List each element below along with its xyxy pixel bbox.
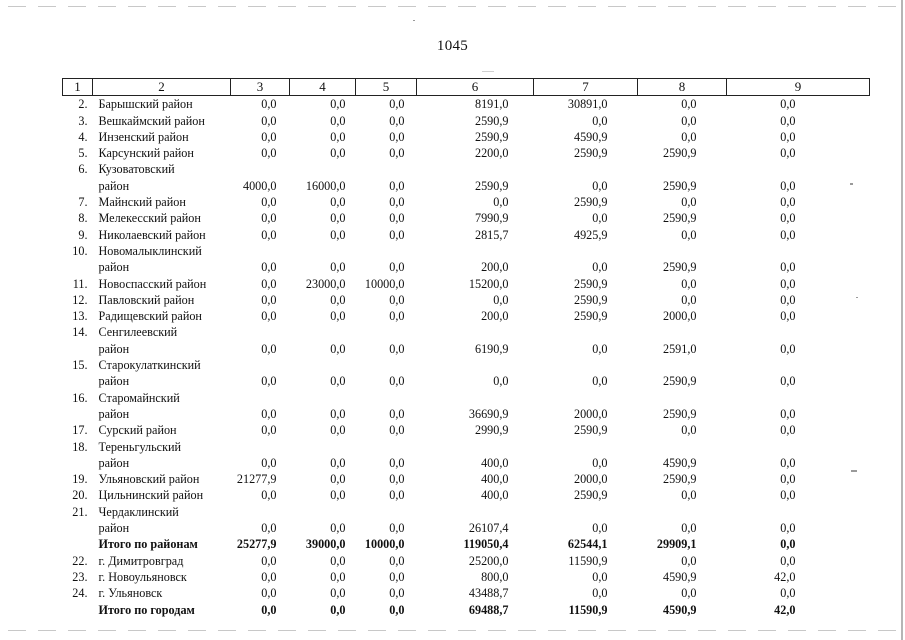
- row-number: [63, 602, 93, 618]
- table-row-continuation: [63, 178, 870, 194]
- value-cell: 43488,7: [468, 586, 509, 601]
- value-cell: 0,0: [681, 488, 697, 503]
- scan-edge: [901, 0, 903, 640]
- table-row: [63, 439, 870, 455]
- value-cell: 0,0: [261, 406, 277, 421]
- total-value-cell: 0,0: [261, 602, 277, 617]
- row-name-continuation: район: [98, 178, 130, 193]
- value-cell: 0,0: [493, 374, 509, 389]
- value-cell: 0,0: [592, 374, 608, 389]
- row-name: г. Ульяновск: [98, 586, 163, 601]
- value-cell: 0,0: [592, 178, 608, 193]
- scan-speck: [413, 20, 415, 21]
- value-cell: 0,0: [681, 195, 697, 210]
- value-cell: 2590,9: [573, 292, 608, 307]
- value-cell: 0,0: [261, 227, 277, 242]
- value-cell: 0,0: [681, 129, 697, 144]
- row-number: 5.: [78, 146, 88, 161]
- value-cell: 0,0: [330, 97, 346, 112]
- value-cell: 0,0: [592, 521, 608, 536]
- table-row: [63, 471, 870, 487]
- value-cell: 0,0: [261, 146, 277, 161]
- value-cell: 0,0: [389, 129, 405, 144]
- table-row: [63, 243, 870, 259]
- value-cell: 0,0: [330, 292, 346, 307]
- table-row-continuation: [63, 259, 870, 275]
- value-cell: 0,0: [389, 374, 405, 389]
- value-cell: 0,0: [493, 292, 509, 307]
- row-number: 15.: [72, 358, 88, 373]
- value-cell: 0,0: [592, 569, 608, 584]
- row-name: Сенгилеевский: [98, 325, 178, 340]
- value-cell: 0,0: [330, 260, 346, 275]
- table-row: [63, 308, 870, 324]
- value-cell: 26107,4: [468, 521, 509, 536]
- value-cell: 0,0: [330, 195, 346, 210]
- table-row: [63, 276, 870, 292]
- scan-artifact-top: [8, 6, 896, 7]
- row-number: 16.: [72, 390, 88, 405]
- row-number: 12.: [72, 292, 88, 307]
- column-number-header: [63, 79, 870, 96]
- row-number: 11.: [72, 276, 88, 291]
- value-cell: 0,0: [330, 129, 346, 144]
- row-name: Старомайнский: [98, 390, 180, 405]
- table-row: [63, 161, 870, 177]
- value-cell: 0,0: [681, 521, 697, 536]
- value-cell: 0,0: [389, 97, 405, 112]
- value-cell: 0,0: [261, 292, 277, 307]
- value-cell: 2200,0: [474, 146, 509, 161]
- row-name: Радищевский район: [98, 309, 202, 324]
- value-cell: 2591,0: [662, 341, 697, 356]
- value-cell: 2590,9: [662, 374, 697, 389]
- value-cell: 0,0: [261, 423, 277, 438]
- value-cell: 2590,9: [662, 211, 697, 226]
- total-value-cell: 62544,1: [567, 537, 608, 552]
- value-cell: 0,0: [780, 472, 796, 487]
- value-cell: 0,0: [780, 211, 796, 226]
- value-cell: 2590,9: [662, 146, 697, 161]
- total-value-cell: 29909,1: [656, 537, 697, 552]
- value-cell: 0,0: [261, 521, 277, 536]
- value-cell: 0,0: [330, 586, 346, 601]
- table-body: [63, 96, 870, 618]
- value-cell: 0,0: [261, 553, 277, 568]
- scan-speck: [482, 71, 494, 72]
- value-cell: 0,0: [330, 406, 346, 421]
- table-row: [63, 194, 870, 210]
- value-cell: 0,0: [780, 129, 796, 144]
- value-cell: 0,0: [330, 146, 346, 161]
- value-cell: 0,0: [330, 227, 346, 242]
- column-header: 2: [93, 79, 231, 96]
- value-cell: 2590,9: [573, 309, 608, 324]
- row-name: г. Новоульяновск: [98, 569, 187, 584]
- value-cell: 2000,0: [573, 472, 608, 487]
- row-number: 7.: [78, 195, 88, 210]
- value-cell: 0,0: [330, 472, 346, 487]
- value-cell: 0,0: [493, 195, 509, 210]
- value-cell: 0,0: [681, 276, 697, 291]
- value-cell: 0,0: [389, 292, 405, 307]
- value-cell: 0,0: [780, 586, 796, 601]
- value-cell: 0,0: [780, 455, 796, 470]
- total-value-cell: 11590,9: [568, 602, 608, 617]
- table-row: [63, 390, 870, 406]
- total-row: [63, 536, 870, 552]
- value-cell: 4590,9: [662, 455, 697, 470]
- value-cell: 0,0: [780, 406, 796, 421]
- value-cell: 0,0: [330, 309, 346, 324]
- table-row: [63, 585, 870, 601]
- value-cell: 200,0: [481, 260, 509, 275]
- row-number: 9.: [78, 227, 88, 242]
- row-name: Тереньгульский: [98, 439, 182, 454]
- column-header: 8: [638, 79, 727, 96]
- value-cell: 0,0: [592, 113, 608, 128]
- total-value-cell: 119050,4: [463, 537, 509, 552]
- value-cell: 2000,0: [573, 406, 608, 421]
- value-cell: 2590,9: [662, 406, 697, 421]
- value-cell: 0,0: [389, 406, 405, 421]
- scan-artifact-bottom: [8, 630, 896, 631]
- total-value-cell: 42,0: [774, 602, 796, 617]
- value-cell: 0,0: [261, 341, 277, 356]
- value-cell: 0,0: [389, 423, 405, 438]
- value-cell: 0,0: [681, 553, 697, 568]
- value-cell: 0,0: [261, 129, 277, 144]
- value-cell: 200,0: [481, 309, 509, 324]
- row-name: Сурский район: [98, 423, 177, 438]
- table-row: [63, 96, 870, 113]
- value-cell: 0,0: [780, 146, 796, 161]
- value-cell: 25200,0: [468, 553, 509, 568]
- value-cell: 0,0: [330, 553, 346, 568]
- table-row-continuation: [63, 520, 870, 536]
- row-name-continuation: район: [98, 455, 130, 470]
- column-header: 1: [63, 79, 93, 96]
- value-cell: 0,0: [389, 113, 405, 128]
- table-row-continuation: [63, 373, 870, 389]
- row-name: Вешкаймский район: [98, 113, 205, 128]
- row-name: Майнский район: [98, 195, 186, 210]
- value-cell: 0,0: [681, 586, 697, 601]
- value-cell: 0,0: [681, 113, 697, 128]
- value-cell: 0,0: [389, 455, 405, 470]
- row-number: 24.: [72, 586, 88, 601]
- value-cell: 0,0: [261, 374, 277, 389]
- value-cell: 2590,9: [474, 129, 509, 144]
- value-cell: 0,0: [330, 521, 346, 536]
- value-cell: 30891,0: [567, 97, 608, 112]
- total-value-cell: 0,0: [389, 602, 405, 617]
- value-cell: 0,0: [330, 341, 346, 356]
- value-cell: 0,0: [330, 374, 346, 389]
- table-row: [63, 227, 870, 243]
- value-cell: 0,0: [389, 146, 405, 161]
- value-cell: 0,0: [261, 586, 277, 601]
- row-name: Барышский район: [98, 97, 193, 112]
- value-cell: 0,0: [681, 97, 697, 112]
- value-cell: 0,0: [780, 178, 796, 193]
- total-value-cell: 39000,0: [305, 537, 346, 552]
- value-cell: 8191,0: [474, 97, 509, 112]
- column-header: 7: [534, 79, 638, 96]
- row-number: 13.: [72, 309, 88, 324]
- value-cell: 4000,0: [242, 178, 277, 193]
- value-cell: 400,0: [481, 455, 509, 470]
- value-cell: 0,0: [261, 455, 277, 470]
- column-header: 9: [727, 79, 870, 96]
- total-value-cell: 25277,9: [236, 537, 277, 552]
- row-number: 8.: [78, 211, 88, 226]
- value-cell: 0,0: [261, 97, 277, 112]
- row-number: 2.: [78, 97, 88, 112]
- value-cell: 0,0: [330, 488, 346, 503]
- row-name: Цильнинский район: [98, 488, 204, 503]
- table-row: [63, 113, 870, 129]
- column-header: 3: [231, 79, 290, 96]
- value-cell: 0,0: [261, 260, 277, 275]
- total-label: Итого по городам: [98, 602, 195, 617]
- row-number: 3.: [78, 113, 88, 128]
- value-cell: 2590,9: [573, 195, 608, 210]
- value-cell: 2590,9: [662, 472, 697, 487]
- table-row-continuation: [63, 406, 870, 422]
- value-cell: 4590,9: [662, 569, 697, 584]
- value-cell: 0,0: [780, 553, 796, 568]
- value-cell: 0,0: [780, 260, 796, 275]
- value-cell: 0,0: [261, 113, 277, 128]
- total-value-cell: 0,0: [780, 537, 796, 552]
- row-name: Николаевский район: [98, 227, 206, 242]
- value-cell: 2000,0: [662, 309, 697, 324]
- value-cell: 0,0: [780, 341, 796, 356]
- row-name: Старокулаткинский: [98, 358, 201, 373]
- value-cell: 15200,0: [468, 276, 509, 291]
- total-row: [63, 602, 870, 618]
- value-cell: 2990,9: [474, 423, 509, 438]
- value-cell: 0,0: [592, 211, 608, 226]
- value-cell: 0,0: [780, 374, 796, 389]
- value-cell: 0,0: [261, 276, 277, 291]
- row-name: Чердаклинский: [98, 504, 179, 519]
- table-row: [63, 422, 870, 438]
- value-cell: 0,0: [592, 586, 608, 601]
- value-cell: 2590,9: [662, 178, 697, 193]
- value-cell: 0,0: [681, 227, 697, 242]
- value-cell: 0,0: [389, 488, 405, 503]
- row-name: Новомалыклинский: [98, 243, 202, 258]
- row-name-continuation: район: [98, 260, 130, 275]
- row-name: Кузоватовский: [98, 162, 175, 177]
- value-cell: 0,0: [389, 472, 405, 487]
- value-cell: 2815,7: [474, 227, 509, 242]
- table-row: [63, 292, 870, 308]
- value-cell: 800,0: [481, 569, 509, 584]
- value-cell: 0,0: [261, 569, 277, 584]
- value-cell: 0,0: [681, 292, 697, 307]
- table-row: [63, 129, 870, 145]
- value-cell: 2590,9: [573, 423, 608, 438]
- value-cell: 21277,9: [236, 472, 277, 487]
- total-label: Итого по районам: [98, 537, 198, 552]
- value-cell: 0,0: [330, 569, 346, 584]
- value-cell: 400,0: [481, 488, 509, 503]
- row-number: 21.: [72, 504, 88, 519]
- value-cell: 0,0: [261, 309, 277, 324]
- value-cell: 7990,9: [474, 211, 509, 226]
- row-name-continuation: район: [98, 341, 130, 356]
- value-cell: 2590,9: [573, 146, 608, 161]
- value-cell: 0,0: [780, 97, 796, 112]
- value-cell: 42,0: [774, 569, 796, 584]
- row-number: 23.: [72, 569, 88, 584]
- column-header: 5: [356, 79, 417, 96]
- value-cell: 0,0: [389, 341, 405, 356]
- value-cell: 0,0: [780, 488, 796, 503]
- value-cell: 23000,0: [305, 276, 346, 291]
- row-name: Павловский район: [98, 292, 195, 307]
- value-cell: 0,0: [389, 260, 405, 275]
- value-cell: 2590,9: [474, 113, 509, 128]
- row-number: 20.: [72, 488, 88, 503]
- value-cell: 0,0: [389, 553, 405, 568]
- row-name: Ульяновский район: [98, 472, 200, 487]
- row-name-continuation: район: [98, 521, 130, 536]
- value-cell: 4925,9: [573, 227, 608, 242]
- total-value-cell: 69488,7: [468, 602, 509, 617]
- row-number: 18.: [72, 439, 88, 454]
- row-number: 6.: [78, 162, 88, 177]
- value-cell: 10000,0: [364, 276, 405, 291]
- value-cell: 0,0: [389, 178, 405, 193]
- value-cell: 0,0: [389, 227, 405, 242]
- value-cell: 0,0: [780, 227, 796, 242]
- value-cell: 0,0: [780, 292, 796, 307]
- row-number: 17.: [72, 423, 88, 438]
- table-row: [63, 487, 870, 503]
- report-table: [62, 78, 870, 618]
- table-row: [63, 569, 870, 585]
- table-row: [63, 145, 870, 161]
- total-value-cell: 4590,9: [662, 602, 697, 617]
- page-number: 1045: [436, 38, 469, 54]
- total-value-cell: 0,0: [330, 602, 346, 617]
- row-name-continuation: район: [98, 406, 130, 421]
- row-number: 19.: [72, 472, 88, 487]
- table-row-continuation: [63, 455, 870, 471]
- value-cell: 16000,0: [305, 178, 346, 193]
- value-cell: 0,0: [389, 521, 405, 536]
- value-cell: 0,0: [330, 211, 346, 226]
- table-row: [63, 324, 870, 340]
- value-cell: 0,0: [389, 569, 405, 584]
- value-cell: 0,0: [330, 423, 346, 438]
- value-cell: 0,0: [330, 113, 346, 128]
- table-row: [63, 504, 870, 520]
- value-cell: 0,0: [389, 586, 405, 601]
- value-cell: 2590,9: [573, 488, 608, 503]
- row-name: Мелекесский район: [98, 211, 201, 226]
- row-name-continuation: район: [98, 374, 130, 389]
- table-row: [63, 357, 870, 373]
- value-cell: 2590,9: [662, 260, 697, 275]
- value-cell: 0,0: [389, 309, 405, 324]
- row-name: г. Димитровград: [98, 553, 184, 568]
- row-number: [63, 536, 93, 552]
- value-cell: 0,0: [592, 341, 608, 356]
- value-cell: 0,0: [261, 488, 277, 503]
- row-name: Карсунский район: [98, 146, 194, 161]
- value-cell: 0,0: [592, 260, 608, 275]
- table-row: [63, 553, 870, 569]
- row-number: 10.: [72, 243, 88, 258]
- value-cell: 0,0: [780, 195, 796, 210]
- value-cell: 36690,9: [468, 406, 509, 421]
- row-number: 4.: [78, 129, 88, 144]
- value-cell: 0,0: [780, 309, 796, 324]
- column-header: 6: [417, 79, 534, 96]
- value-cell: 0,0: [261, 195, 277, 210]
- value-cell: 0,0: [780, 521, 796, 536]
- value-cell: 0,0: [261, 211, 277, 226]
- column-header: 4: [290, 79, 356, 96]
- row-name: Новоспасский район: [98, 276, 207, 291]
- value-cell: 11590,9: [568, 553, 608, 568]
- value-cell: 0,0: [780, 276, 796, 291]
- value-cell: 0,0: [389, 211, 405, 226]
- value-cell: 6190,9: [474, 341, 509, 356]
- total-value-cell: 10000,0: [364, 537, 405, 552]
- row-number: 14.: [72, 325, 88, 340]
- value-cell: 2590,9: [474, 178, 509, 193]
- value-cell: 0,0: [389, 195, 405, 210]
- value-cell: 400,0: [481, 472, 509, 487]
- row-name: Инзенский район: [98, 129, 189, 144]
- value-cell: 0,0: [330, 455, 346, 470]
- row-number: 22.: [72, 553, 88, 568]
- value-cell: 4590,9: [573, 129, 608, 144]
- table-row-continuation: [63, 341, 870, 357]
- value-cell: 0,0: [681, 423, 697, 438]
- value-cell: 2590,9: [573, 276, 608, 291]
- value-cell: 0,0: [780, 113, 796, 128]
- value-cell: 0,0: [592, 455, 608, 470]
- value-cell: 0,0: [780, 423, 796, 438]
- table-row: [63, 210, 870, 226]
